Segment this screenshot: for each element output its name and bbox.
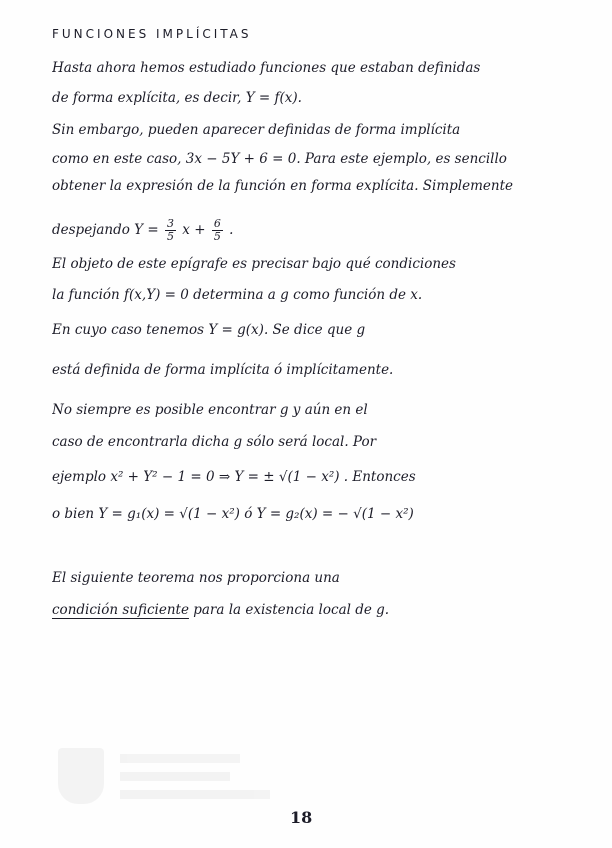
paragraph-3-line-4: está definida de forma implícita ó implícitamente.	[52, 362, 394, 378]
paragraph-3-line-2: la función f(x,Y) = 0 determina a g como función de x.	[52, 287, 423, 303]
paragraph-2-line-3: obtener la expresión de la función en forma explícita. Simplemente	[52, 178, 513, 194]
paragraph-2-line-1: Sin embargo, pueden aparecer definidas de forma implícita	[52, 122, 461, 138]
paragraph-3-line-3: En cuyo caso tenemos Y = g(x). Se dice que g	[52, 322, 366, 338]
paragraph-4-line-2: caso de encontrarla dicha g sólo será local. Por	[52, 434, 377, 450]
institution-watermark-logo	[58, 748, 298, 806]
sufficient-condition-underlined: condición suficiente	[52, 602, 189, 618]
paragraph-5-line-2	[52, 600, 567, 620]
formula-middle: x +	[178, 222, 210, 238]
paragraph-2-line-2: como en este caso, 3x − 5Y + 6 = 0. Para este ejemplo, es sencillo	[52, 151, 507, 167]
paragraph-4-line-3: ejemplo x² + Y² − 1 = 0 ⇒ Y = ± √(1 − x²) . Entonces	[52, 469, 416, 485]
fraction-six-fifths: $\frac{6}{5}$	[213, 217, 221, 243]
fraction-three-fifths: $\frac{3}{5}$	[167, 217, 174, 243]
paragraph-1-line-1: Hasta ahora hemos estudiado funciones que estaban definidas	[52, 60, 481, 76]
paragraph-4-line-1: No siempre es posible encontrar g y aún en el	[52, 402, 368, 418]
page-heading: FUNCIONES IMPLÍCITAS	[52, 27, 252, 41]
paragraph-5-line-1: El siguiente teorema nos proporciona una	[52, 570, 340, 586]
page-number: 18	[290, 808, 313, 827]
paragraph-1-line-2: de forma explícita, es decir, Y = f(x).	[52, 90, 302, 106]
paragraph-3-line-1: El objeto de este epígrafe es precisar bajo qué condiciones	[52, 256, 456, 272]
formula-prefix: despejando Y =	[52, 222, 163, 238]
paragraph-2-line-4	[52, 214, 567, 246]
formula-end: .	[224, 222, 234, 238]
paragraph-5-line-2-rest: para la existencia local de g.	[188, 602, 390, 618]
paragraph-4-line-4: o bien Y = g₁(x) = √(1 − x²) ó Y = g₂(x) = − √(1 − x²)	[52, 506, 414, 522]
